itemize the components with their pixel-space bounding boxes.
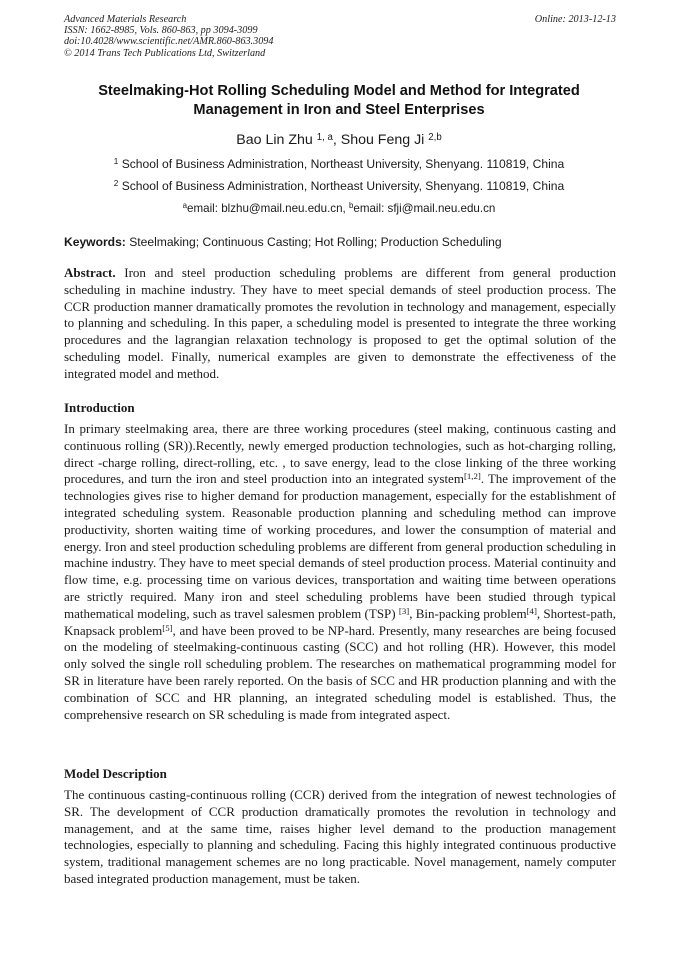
affiliation-1 (0, 157, 678, 172)
intro-text-4: , Shortest-path, Knapsack problem (64, 605, 616, 638)
title-line-2: Management in Iron and Steel Enterprises (193, 101, 485, 118)
citation-5[interactable]: [5] (162, 622, 173, 633)
paper-title (60, 82, 618, 119)
affiliation-2 (0, 179, 678, 194)
citation-3[interactable]: [3] (398, 605, 410, 616)
email-b[interactable]: email: sfji@mail.neu.edu.cn (353, 202, 496, 215)
abstract-label: Abstract. (64, 265, 116, 280)
author-1-affil-mark: 1, a (316, 131, 333, 143)
email-a-mark: a (182, 201, 188, 211)
author-1: Bao Lin Zhu (236, 132, 313, 148)
affiliation-2-text: School of Business Administration, Northeast University, Shenyang. 110819, China (118, 179, 565, 193)
email-b-mark: b (348, 201, 354, 211)
email-line (0, 201, 678, 216)
affiliation-2-mark: 2 (113, 179, 119, 189)
journal-header (64, 14, 616, 59)
online-date: Online: 2013-12-13 (534, 14, 616, 25)
keywords-text: Steelmaking; Continuous Casting; Hot Rolling; Production Scheduling (125, 235, 502, 249)
author-separator: , (332, 132, 341, 148)
copyright-line: © 2014 Trans Tech Publications Ltd, Switzerland (64, 47, 266, 59)
intro-text-5: , and have been proved to be NP-hard. Presently, many researches are being focused on the modeling of steelmaking-continuous casting (SCC) and hot rolling (HR). However, this model only solved the single roll scheduling problem. The researches on mathematical programming model for SR in literature have been rarely reported. On the basis of SCC and HR production planning and with the combination of SCC and HR planning, an integrated scheduling model is established. Thus, the comprehensive research on SR scheduling is made from integrated aspect. (64, 622, 616, 722)
title-line-1: Steelmaking-Hot Rolling Scheduling Model and Method for Integrated (98, 83, 580, 99)
email-a[interactable]: email: blzhu@mail.neu.edu.cn, (187, 202, 349, 215)
intro-text-3: , Bin-packing problem (409, 605, 527, 621)
introduction-heading: Introduction (64, 400, 135, 415)
doi-line[interactable]: doi:10.4028/www.scientific.net/AMR.860-863.3094 (64, 36, 274, 48)
keywords (64, 235, 616, 250)
abstract (64, 265, 616, 383)
author-2-affil-mark: 2,b (428, 131, 442, 143)
citation-4[interactable]: [4] (526, 605, 537, 616)
affiliation-1-mark: 1 (113, 157, 119, 167)
introduction-paragraph (64, 421, 616, 723)
intro-text-2: . The improvement of the technologies gives rise to higher demand for production management, especially for the establishment of integrated scheduling system. Reasonable production planning and scheduling method can improve productivity, shorten waiting time of working procedures, and lower the consumption of material and energy. Iron and steel production scheduling problems are different from general production scheduling in machine industry. They have to meet special demands of steel production process. Material continuity and flow time, e.g. processing time on various devices, transportation and waiting time between operations are strictly required. Many iron and steel scheduling problems have been studied through typical mathematical modeling, such as travel salesmen problem (TSP) (64, 471, 616, 621)
keywords-label: Keywords: (64, 235, 126, 249)
abstract-text: Iron and steel production scheduling problems are different from general production scheduling in machine industry. They have to meet special demands of steel production process. The CCR production manner dramatically promotes the revolution in technology and management, especially to planning and scheduling. In this paper, a scheduling model is presented to integrate the three working procedures and the lagrangian relaxation technology is proposed to get the optimal solution of the scheduling model. Finally, numerical examples are given to demonstrate the effectiveness of the integrated model and method. (64, 265, 616, 381)
affiliation-1-text: School of Business Administration, Northeast University, Shenyang. 110819, China (118, 157, 565, 171)
model-description-paragraph: The continuous casting-continuous rolling (CCR) derived from the integration of newest technologies of SR. The development of CCR production dramatically promotes the revolution in technology and management, and at the same time, raises higher level demand to the production management technologies, especially to planning and scheduling. Facing this highly integrated continuous productive system, traditional management schemes are no long practicable. Novel management, namely computer based integrated production management, must be taken. (64, 787, 616, 886)
author-line (0, 131, 678, 149)
issn-line: ISSN: 1662-8985, Vols. 860-863, pp 3094-3099 (64, 25, 258, 37)
intro-text-1: In primary steelmaking area, there are three working procedures (steel making, continuous casting and continuous rolling (SR)).Recently, newly emerged production technologies, such as hot-charging rolling, direct -charge rolling, direct-rolling, etc. , to save energy, lead to the close linking of the three working procedures, and turn the iron and steel production into an integrated system (64, 421, 616, 487)
journal-name: Advanced Materials Research (64, 14, 187, 25)
author-2: Shou Feng Ji (340, 132, 425, 148)
citation-1-2[interactable]: [1,2] (463, 471, 481, 482)
model-description-heading: Model Description (64, 766, 167, 781)
